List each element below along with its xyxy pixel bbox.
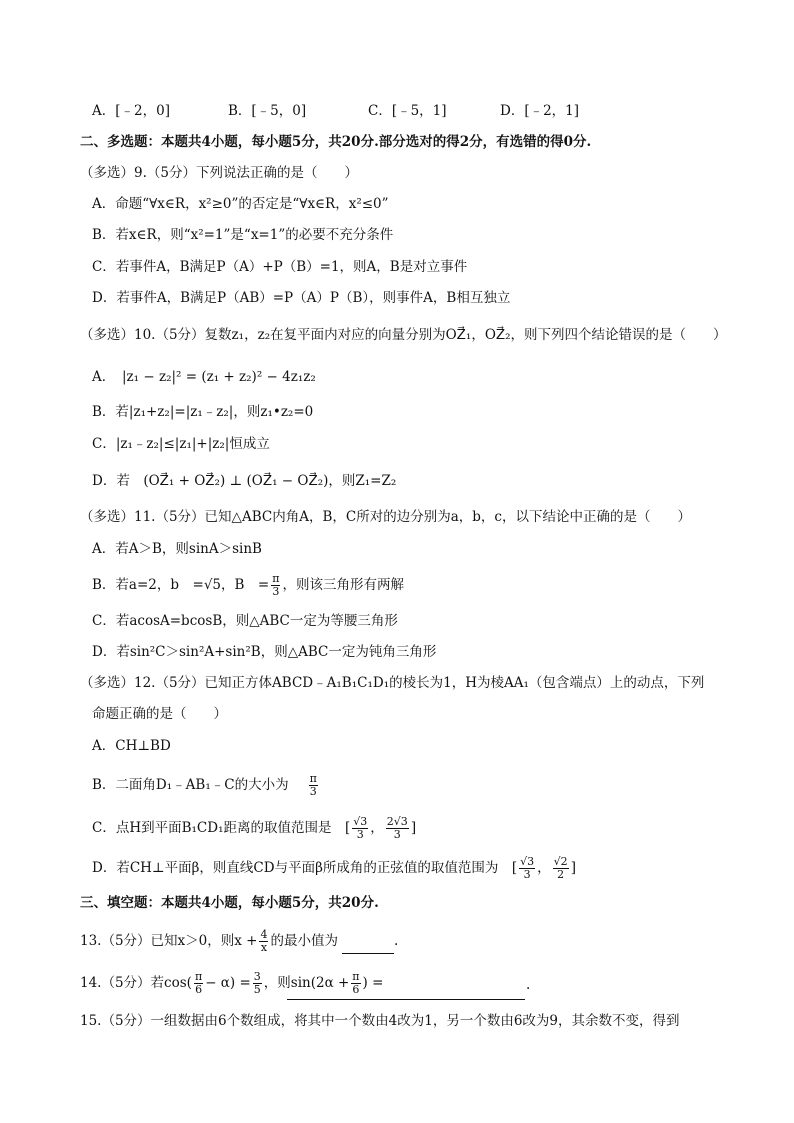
q14-f3-num: π xyxy=(352,970,360,983)
q14-answer-blank xyxy=(287,999,525,1000)
q12-d-suffix: ] xyxy=(570,860,576,876)
q14-f1-den: 6 xyxy=(195,983,203,996)
q13-end: . xyxy=(393,933,399,949)
q12-option-a: A．CH⊥BD xyxy=(92,738,171,754)
q13-frac-den: x xyxy=(260,941,268,954)
q10-option-c: C．|z₁﹣z₂|≤|z₁|+|z₂|恒成立 xyxy=(92,436,270,452)
q11-b-frac-num: π xyxy=(272,572,280,585)
q8-option-c: C．[﹣5，1] xyxy=(368,103,447,119)
q9-option-d: D．若事件A，B满足P（AB）=P（A）P（B），则事件A，B相互独立 xyxy=(92,290,511,306)
q12-c-fraction-1 xyxy=(352,816,368,841)
q12-d-f2-den: 2 xyxy=(557,868,565,881)
q8-option-d: D．[﹣2，1] xyxy=(500,103,580,119)
q13-suffix: 的最小值为 xyxy=(270,933,338,949)
q12-c-fraction-2 xyxy=(386,816,409,841)
q12-d-f1-den: 3 xyxy=(523,868,531,881)
q9-option-a: A．命题“∀x∈R，x²≥0”的否定是“∀x∈R，x²≤0” xyxy=(92,196,389,212)
q8-option-b: B．[﹣5，0] xyxy=(228,103,307,119)
q14-f2-den: 5 xyxy=(253,983,261,996)
q14-f3-den: 6 xyxy=(352,983,360,996)
q14-fraction-1 xyxy=(194,971,203,996)
q14-period: . xyxy=(526,977,531,993)
q14-fraction-2 xyxy=(253,971,262,996)
q12-c-f2-num: 2√3 xyxy=(386,815,408,828)
q8-option-a: A．[﹣2，0] xyxy=(92,103,170,119)
q11-stem: （多选）11.（5分）已知△ABC内角A，B，C所对的边分别为a，b，c，以下结论中正确的是（ ） xyxy=(80,509,691,525)
q12-d-prefix: D．若CH⊥平面β，则直线CD与平面β所成角的正弦值的取值范围为 [ xyxy=(92,860,518,876)
q11-b-fraction xyxy=(271,573,280,598)
q14-mid2: ，则sin(2α + xyxy=(263,975,350,991)
q12-d-f2-num: √2 xyxy=(553,855,568,868)
q12-b-fraction xyxy=(309,773,318,798)
q12-d-f1-num: √3 xyxy=(520,855,535,868)
q9-option-b: B．若x∈R，则“x²=1”是“x=1”的必要不充分条件 xyxy=(92,227,394,243)
q12-c-f2-den: 3 xyxy=(393,828,401,841)
q12-d-fraction-1 xyxy=(519,856,535,881)
q14 xyxy=(80,971,383,996)
q11-option-c: C．若acosA=bcosB，则△ABC一定为等腰三角形 xyxy=(92,613,398,629)
q11-b-frac-den: 3 xyxy=(272,585,280,598)
q14-mid1: − α) = xyxy=(205,975,251,991)
q12-option-b xyxy=(92,773,320,798)
q13-answer-blank xyxy=(342,939,394,954)
q10-option-a: A． |z₁ − z₂|² = (z₁ + z₂)² − 4z₁z₂ xyxy=(92,369,316,385)
q10-stem: （多选）10.（5分）复数z₁，z₂在复平面内对应的向量分别为OZ⃗₁，OZ⃗₂，则下列四个结论错误的是（ ） xyxy=(80,327,727,343)
q11-b-prefix: B．若a=2，b =√5，B = xyxy=(92,577,270,593)
q12-b-prefix: B．二面角D₁﹣AB₁﹣C的大小为 xyxy=(92,777,289,793)
q12-option-c xyxy=(92,816,416,841)
q11-option-d: D．若sin²C＞sin²A+sin²B，则△ABC一定为钝角三角形 xyxy=(92,644,437,660)
q13-frac-num: 4 xyxy=(260,928,268,941)
q14-fraction-3 xyxy=(351,971,360,996)
q12-c-f1-den: 3 xyxy=(356,828,364,841)
q12-c-f1-num: √3 xyxy=(353,815,368,828)
q12-c-prefix: C．点H到平面B₁CD₁距离的取值范围是 [ xyxy=(92,820,351,836)
q12-c-separator: ， xyxy=(370,820,384,836)
q11-b-suffix: ，则该三角形有两解 xyxy=(282,577,404,593)
q15-stem: 15.（5分）一组数据由6个数组成，将其中一个数由4改为1，另一个数由6改为9，其余数不变，得到 xyxy=(80,1013,680,1029)
q12-b-frac-den: 3 xyxy=(309,785,317,798)
q14-end: ) = xyxy=(362,975,384,991)
q8-options xyxy=(92,102,579,120)
q14-f1-num: π xyxy=(194,970,203,983)
q9-option-c: C．若事件A，B满足P（A）+P（B）=1，则A，B是对立事件 xyxy=(92,259,468,275)
q9-stem: （多选）9.（5分）下列说法正确的是（ ） xyxy=(80,165,358,181)
q12-stem-line1: （多选）12.（5分）已知正方体ABCD﹣A₁B₁C₁D₁的棱长为1，H为棱AA₁（包含端点）上的动点，下列 xyxy=(80,675,705,691)
section3-heading: 三、填空题：本题共4小题，每小题5分，共20分. xyxy=(80,895,379,911)
q12-c-suffix: ] xyxy=(410,820,417,836)
q11-option-b xyxy=(92,573,404,598)
q12-b-frac-num: π xyxy=(309,772,317,785)
q12-d-fraction-2 xyxy=(553,856,569,881)
q12-d-separator: ， xyxy=(537,860,551,876)
q10-option-b: B．若|z₁+z₂|=|z₁﹣z₂|，则z₁•z₂=0 xyxy=(92,404,314,420)
q13 xyxy=(80,929,398,954)
q10-option-d: D．若 (OZ⃗₁ + OZ⃗₂) ⊥ (OZ⃗₁ − OZ⃗₂)，则Z₁=Z₂ xyxy=(92,473,397,489)
q13-prefix: 13.（5分）已知x＞0，则x + xyxy=(80,933,258,949)
q14-prefix: 14.（5分）若cos( xyxy=(80,975,192,991)
q14-f2-num: 3 xyxy=(253,970,261,983)
q13-fraction xyxy=(259,929,268,954)
q12-option-d xyxy=(92,856,576,881)
section2-heading: 二、多选题：本题共4小题，每小题5分，共20分.部分选对的得2分，有选错的得0分. xyxy=(80,134,592,150)
q12-stem-line2: 命题正确的是（ ） xyxy=(92,706,227,722)
q11-option-a: A．若A＞B，则sinA＞sinB xyxy=(92,541,262,557)
